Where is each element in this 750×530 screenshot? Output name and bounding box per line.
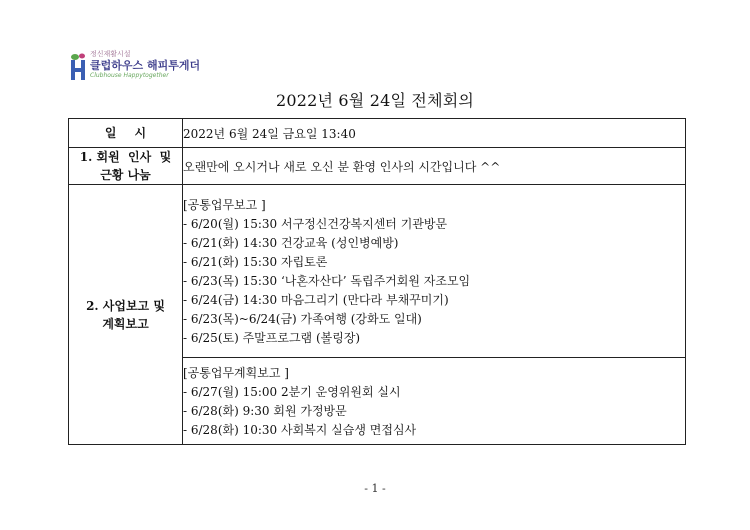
label-greeting-line2: 근황 나눔 xyxy=(100,168,151,182)
label-reports xyxy=(69,185,183,445)
label-datetime: 일시 xyxy=(69,119,183,148)
clubhouse-h-logo-icon xyxy=(68,52,88,82)
label-greeting-line1: 1. 회원 인사 및 xyxy=(79,150,172,164)
list-item: - 6/28(화) 9:30 회원 가정방문 xyxy=(183,404,347,418)
value-datetime: 2022년 6월 24일 금요일 13:40 xyxy=(183,119,686,148)
page-number: - 1 - xyxy=(364,482,386,495)
list-item: - 6/24(금) 14:30 마음그리기 (만다라 부채꾸미기) xyxy=(183,293,449,307)
list-item: - 6/25(토) 주말프로그램 (볼링장) xyxy=(183,331,361,345)
logo-main-text: 클럽하우스 해피투게더 xyxy=(90,59,201,72)
meeting-table xyxy=(68,118,686,445)
list-item: - 6/23(목)~6/24(금) 가족여행 (강화도 일대) xyxy=(183,312,422,326)
list-item: - 6/23(목) 15:30 ‘나혼자산다’ 독립주거회원 자조모임 xyxy=(183,274,471,288)
list-item: - 6/20(월) 15:30 서구정신건강복지센터 기관방문 xyxy=(183,217,448,231)
plan-cell xyxy=(183,358,686,445)
table-row-greeting xyxy=(69,148,686,185)
clubhouse-logo xyxy=(68,50,208,86)
label-greeting xyxy=(69,148,183,185)
report-heading: [공통업무보고 ] xyxy=(183,198,266,212)
table-row-datetime xyxy=(69,119,686,148)
label-reports-line1: 2. 사업보고 및 xyxy=(86,298,165,313)
plan-heading: [공통업무계획보고 ] xyxy=(183,366,289,380)
list-item: - 6/27(월) 15:00 2분기 운영위원회 실시 xyxy=(183,385,401,399)
list-item: - 6/28(화) 10:30 사회복지 실습생 면접심사 xyxy=(183,423,417,437)
list-item: - 6/21(화) 15:30 자립토론 xyxy=(183,255,328,269)
logo-small-text: 정신재활시설 xyxy=(90,50,131,58)
label-reports-line2: 계획보고 xyxy=(102,316,149,331)
table-row-reports xyxy=(69,185,686,358)
logo-english-text: Clubhouse Happytogether xyxy=(90,72,169,79)
list-item: - 6/21(화) 14:30 건강교육 (성인병예방) xyxy=(183,236,399,250)
document-title: 2022년 6월 24일 전체회의 xyxy=(275,91,475,110)
report-cell xyxy=(183,185,686,358)
value-greeting: 오랜만에 오시거나 새로 오신 분 환영 인사의 시간입니다 ^^ xyxy=(183,148,686,185)
